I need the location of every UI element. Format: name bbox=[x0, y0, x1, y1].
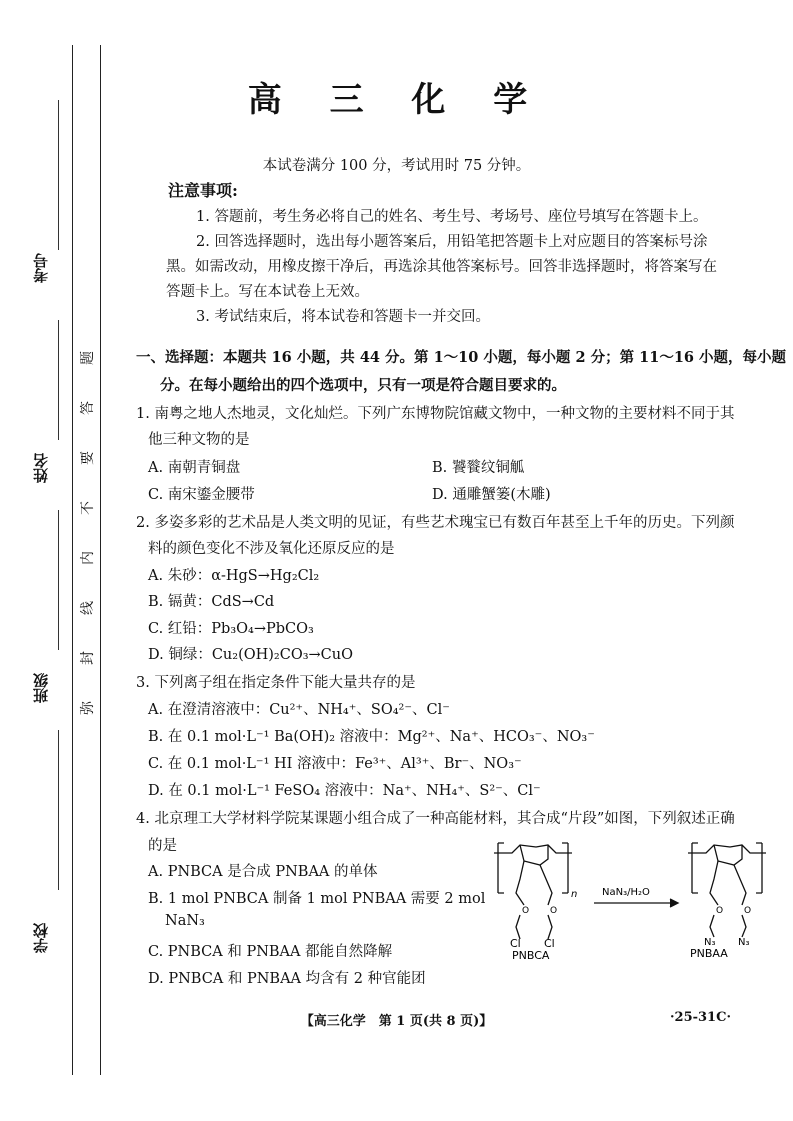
q3-option-b[interactable]: B. 在 0.1 mol·L⁻¹ Ba(OH)₂ 溶液中：Mg²⁺、Na⁺、HCO₃⁻、NO₃⁻ bbox=[148, 729, 595, 745]
exam-subtitle: 本试卷满分 100 分，考试用时 75 分钟。 bbox=[262, 158, 531, 174]
section-heading-cont: 分。在每小题给出的四个选项中，只有一项是符合题目要求的。 bbox=[160, 377, 566, 394]
q1-option-a[interactable]: A. 南朝青铜盘 bbox=[148, 460, 241, 476]
notes-heading: 注意事项: bbox=[168, 181, 238, 200]
question-4-stem: 4. 北京理工大学材料学院某课题小组合成了一种高能材料，其合成“片段”如图，下列叙述正确 bbox=[136, 811, 735, 827]
q2-option-a[interactable]: A. 朱砂：α-HgS→Hg₂Cl₂ bbox=[148, 568, 320, 584]
q4-option-c[interactable]: C. PNBCA 和 PNBAA 都能自然降解 bbox=[148, 944, 393, 960]
repeat-n-label: n bbox=[571, 889, 578, 900]
q1-option-b[interactable]: B. 饕餮纹铜觚 bbox=[432, 460, 525, 476]
q3-option-d[interactable]: D. 在 0.1 mol·L⁻¹ FeSO₄ 溶液中：Na⁺、NH₄⁺、S²⁻、Cl⁻ bbox=[148, 783, 541, 799]
section-heading: 一、选择题：本题共 16 小题，共 44 分。第 1～10 小题，每小题 2 分；第 11～16 小题，每小题 bbox=[136, 349, 787, 366]
note-line: 1. 答题前，考生务必将自己的姓名、考生号、考场号、座位号填写在答题卡上。 bbox=[196, 209, 708, 225]
question-1-stem-cont: 他三种文物的是 bbox=[148, 432, 250, 448]
q2-option-c[interactable]: C. 红铅：Pb₃O₄→PbCO₃ bbox=[148, 621, 314, 637]
q1-option-c[interactable]: C. 南宋鎏金腰带 bbox=[148, 487, 255, 503]
question-3-stem: 3. 下列离子组在指定条件下能大量共存的是 bbox=[136, 675, 416, 691]
seal-char: 要 bbox=[80, 451, 96, 465]
q4-option-b-cont: NaN₃ bbox=[165, 913, 205, 929]
q1-option-d[interactable]: D. 通雕蟹篓(木雕) bbox=[432, 487, 551, 503]
chloro-label: Cl bbox=[510, 937, 521, 950]
seal-char: 不 bbox=[80, 501, 96, 515]
note-line: 3. 考试结束后，将本试卷和答题卡一并交回。 bbox=[196, 309, 490, 325]
binding-line-inner bbox=[100, 45, 101, 1075]
q4-option-a[interactable]: A. PNBCA 是合成 PNBAA 的单体 bbox=[148, 864, 378, 880]
class-label: 班级 bbox=[32, 673, 50, 703]
note-line: 黑。如需改动，用橡皮擦干净后，再选涂其他答案标号。回答非选择题时，将答案写在 bbox=[166, 259, 717, 275]
azide-label: N₃ bbox=[738, 937, 750, 948]
ester-o-label: O bbox=[716, 906, 724, 916]
name-blank[interactable] bbox=[58, 320, 59, 440]
question-4-stem-cont: 的是 bbox=[148, 838, 177, 854]
ester-o-label: O bbox=[744, 906, 752, 916]
q4-option-d[interactable]: D. PNBCA 和 PNBAA 均含有 2 种官能团 bbox=[148, 971, 426, 987]
q3-option-c[interactable]: C. 在 0.1 mol·L⁻¹ HI 溶液中：Fe³⁺、Al³⁺、Br⁻、NO₃⁻ bbox=[148, 756, 522, 772]
pnbaa-label: PNBAA bbox=[690, 947, 728, 960]
name-label: 姓名 bbox=[32, 453, 50, 483]
exam-number-blank[interactable] bbox=[58, 100, 59, 250]
class-blank[interactable] bbox=[58, 510, 59, 650]
paper-code: ·25-31C· bbox=[670, 1010, 731, 1025]
seal-char: 题 bbox=[80, 351, 96, 365]
page-footer: 【高三化学 第 1 页(共 8 页)】 bbox=[300, 1014, 493, 1029]
seal-char: 线 bbox=[80, 601, 96, 615]
question-2-stem: 2. 多姿多彩的艺术品是人类文明的见证，有些艺术瑰宝已有数百年甚至上千年的历史。下列颜 bbox=[136, 515, 735, 531]
seal-char: 答 bbox=[80, 401, 96, 415]
seal-char: 内 bbox=[80, 551, 96, 565]
q4-option-b[interactable]: B. 1 mol PNBCA 制备 1 mol PNBAA 需要 2 mol bbox=[148, 891, 486, 907]
binding-line-outer bbox=[72, 45, 73, 1075]
note-line: 2. 回答选择题时，选出每小题答案后，用铅笔把答题卡上对应题目的答案标号涂 bbox=[196, 234, 708, 250]
seal-char: 封 bbox=[80, 651, 96, 665]
page-title: 高 三 化 学 bbox=[247, 80, 546, 120]
school-blank[interactable] bbox=[58, 730, 59, 890]
ester-o-label: O bbox=[550, 906, 558, 916]
reaction-scheme bbox=[490, 835, 790, 965]
azide-label: N₃ bbox=[704, 937, 716, 948]
seal-char: 弥 bbox=[80, 701, 96, 715]
note-line: 答题卡上。写在本试卷上无效。 bbox=[166, 284, 369, 300]
question-1-stem: 1. 南粤之地人杰地灵，文化灿烂。下列广东博物院馆藏文物中，一种文物的主要材料不同于其 bbox=[136, 406, 735, 422]
question-2-stem-cont: 料的颜色变化不涉及氧化还原反应的是 bbox=[148, 541, 395, 557]
reagent-label: NaN₃/H₂O bbox=[602, 887, 650, 898]
school-label: 学校 bbox=[32, 923, 50, 953]
exam-number-label: 考号 bbox=[32, 253, 50, 283]
q3-option-a[interactable]: A. 在澄清溶液中：Cu²⁺、NH₄⁺、SO₄²⁻、Cl⁻ bbox=[148, 702, 450, 718]
q2-option-b[interactable]: B. 镉黄：CdS→Cd bbox=[148, 594, 275, 610]
chloro-label: Cl bbox=[544, 937, 555, 950]
pnbca-label: PNBCA bbox=[512, 949, 550, 962]
ester-o-label: O bbox=[522, 906, 530, 916]
q2-option-d[interactable]: D. 铜绿：Cu₂(OH)₂CO₃→CuO bbox=[148, 647, 353, 663]
